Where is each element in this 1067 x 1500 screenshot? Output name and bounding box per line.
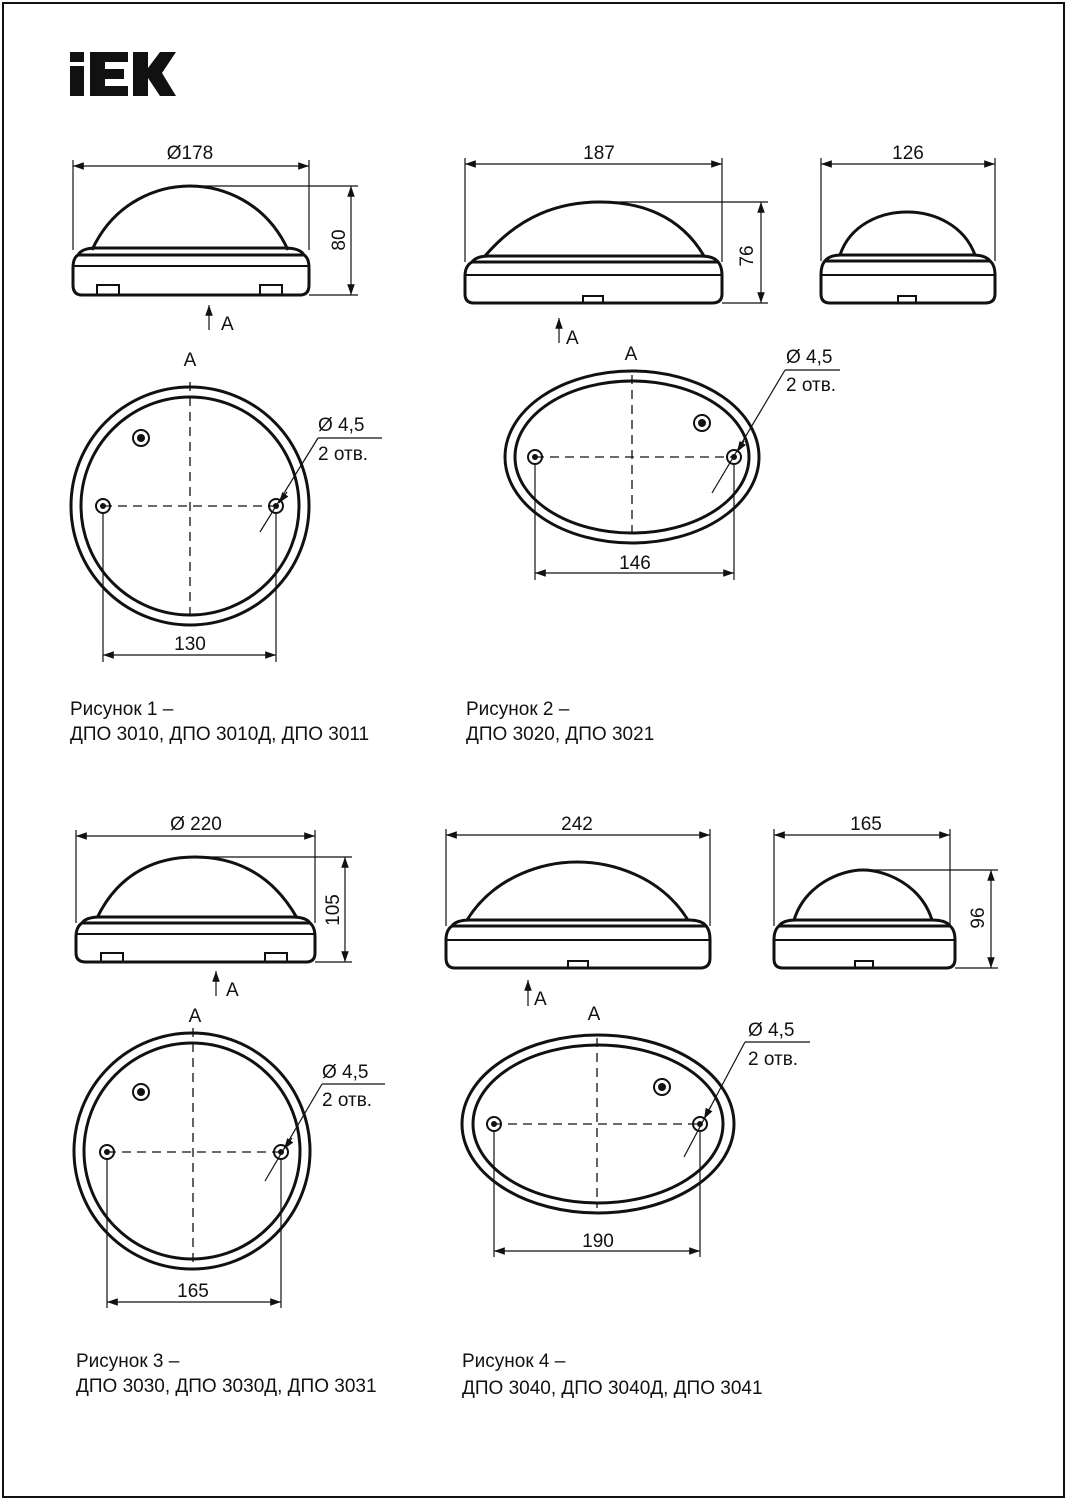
fig1-view-arrow [209,305,234,335]
fig3-width-label: Ø 220 [170,814,222,835]
fig2-front-view [465,202,722,303]
fig4-view-arrow-label: A [534,989,547,1010]
fig3-hole-spacing: 165 [177,1281,209,1302]
fig3-height-dimension [195,857,352,962]
fig1-cable-entry [133,430,149,446]
fig1-hole-count: 2 отв. [318,444,369,465]
fig4-hole-diameter: Ø 4,5 [748,1020,795,1041]
fig1-height-dimension [190,186,358,295]
fig4-side-width-label: 165 [850,814,882,835]
fig3-side-view [76,857,315,962]
fig4-end-view [774,870,955,968]
fig2-side-width-label: 126 [892,143,924,164]
fig2-height-label: 76 [737,245,758,267]
figure-3 [74,814,385,1397]
fig4-height-label: 96 [968,907,989,929]
fig3-view-label: A [188,1006,202,1027]
fig4-view-label: A [587,1004,601,1025]
fig3-caption-models: ДПО 3030, ДПО 3030Д, ДПО 3031 [76,1376,377,1397]
fig2-bottom-view [505,344,840,580]
figure-4 [446,814,998,1399]
fig1-side-view [73,186,309,295]
fig4-view-arrow [528,980,547,1010]
fig1-view-label: A [183,350,197,371]
fig4-cable-entry [654,1079,670,1095]
figure-2 [465,143,995,745]
fig4-caption-models: ДПО 3040, ДПО 3040Д, ДПО 3041 [462,1378,763,1399]
fig2-hole-diameter: Ø 4,5 [786,347,833,368]
fig3-width-dimension [76,814,315,923]
fig2-hole-count: 2 отв. [786,375,837,396]
fig3-cable-entry [133,1084,149,1100]
fig2-caption-models: ДПО 3020, ДПО 3021 [466,724,655,745]
fig2-view-label: A [624,344,638,365]
fig3-view-arrow-label: A [226,980,239,1001]
fig4-bottom-view [462,1004,810,1257]
fig1-width-label: Ø178 [166,143,214,164]
fig4-width-dimension [446,814,710,926]
fig4-hole-spacing: 190 [582,1231,614,1252]
fig2-cable-entry [694,415,710,431]
fig1-bottom-view [71,350,382,662]
fig3-hole-count: 2 отв. [322,1090,373,1111]
fig4-hole-count: 2 отв. [748,1049,799,1070]
fig1-height-label: 80 [329,229,350,251]
fig2-view-arrow [559,318,579,349]
fig1-width-dimension [73,143,309,250]
fig1-caption-models: ДПО 3010, ДПО 3010Д, ДПО 3011 [70,724,370,745]
iek-logo [70,52,176,96]
fig2-hole-spacing: 146 [619,553,651,574]
fig3-hole-diameter: Ø 4,5 [322,1062,369,1083]
fig1-hole-diameter: Ø 4,5 [318,415,365,436]
fig3-caption-title: Рисунок 3 – [76,1351,180,1372]
fig3-height-label: 105 [323,894,344,926]
fig2-view-arrow-label: A [566,328,579,349]
fig4-front-view [446,862,710,968]
fig3-bottom-view [74,1006,385,1308]
fig4-caption-title: Рисунок 4 – [462,1351,566,1372]
fig2-height-dimension [600,202,768,303]
fig3-view-arrow [216,971,239,1001]
sheet-border [3,3,1064,1497]
fig2-caption-title: Рисунок 2 – [466,699,570,720]
figure-1 [70,143,382,745]
fig2-width-label: 187 [583,143,615,164]
fig1-view-arrow-label: A [221,314,234,335]
fig1-caption-title: Рисунок 1 – [70,699,174,720]
fig2-end-view [821,212,995,303]
fig1-hole-spacing: 130 [174,634,206,655]
fig4-width-label: 242 [561,814,593,835]
